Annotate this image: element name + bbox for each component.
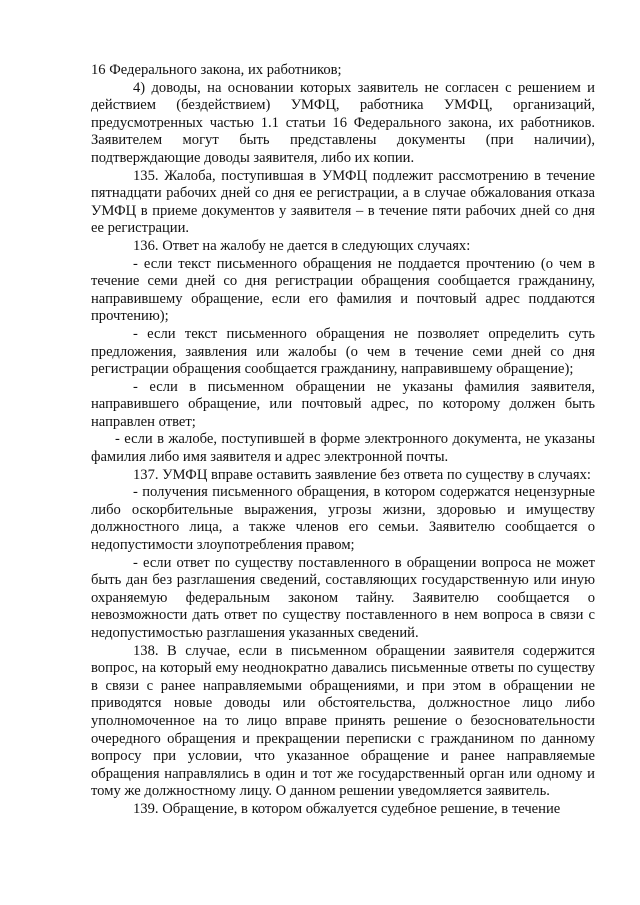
paragraph-continuation: 16 Федерального закона, их работников; [91, 62, 342, 78]
list-item-offensive-language: - получения письменного обращения, в котором содержатся нецензурные либо оскорбительные выражения, угрозы жизни, здоровью и имуществу должностного лица, а также членов его семьи. Заявителю сообщается о недопустимости злоупотребления правом; [91, 484, 595, 554]
list-item-electronic-complaint: - если в жалобе, поступившей в форме электронного документа, не указаны фамилия либо имя заявителя и адрес электронной почты. [91, 431, 595, 466]
paragraph-item-4: 4) доводы, на основании которых заявитель не согласен с решением и действием (бездействием) УМФЦ, работника УМФЦ, организаций, предусмотренных частью 1.1 статьи 16 Федерального закона, их работников. Заявителем могут быть представлены документы (при наличии), подтверждающие доводы заявителя, либо их копии. [91, 79, 595, 166]
list-item-state-secret: - если ответ по существу поставленного в обращении вопроса не может быть дан без разглашения сведений, составляющих государственную или иную охраняемую федеральным законом тайну. Заявителю сообщается о невозможности дать ответ по существу поставленного в нем вопроса в связи с недопустимостью разглашения указанных сведений. [91, 554, 595, 641]
list-item-no-name-address: - если в письменном обращении не указаны фамилия заявителя, направившего обращение, или почтовый адрес, по которому должен быть направлен ответ; [91, 378, 595, 430]
document-page [91, 62, 595, 819]
list-item-unreadable-text: - если текст письменного обращения не поддается прочтению (о чем в течение семи дней со дня регистрации обращения сообщается гражданину, направившему обращение, если его фамилия и почтовый адрес поддаются прочтению); [91, 255, 595, 325]
paragraph-139: 139. Обращение, в котором обжалуется судебное решение, в течение [133, 800, 561, 817]
paragraph-136: 136. Ответ на жалобу не дается в следующих случаях: [133, 237, 471, 254]
paragraph-138: 138. В случае, если в письменном обращении заявителя содержится вопрос, на который ему неоднократно давались письменные ответы по существу в связи с ранее направляемыми обращениями, и при этом в обращении не приводятся новые доводы или обстоятельства, должностное лицо либо уполномоченное на то лицо вправе принять решение о безосновательности очередного обращения и прекращении переписки с гражданином по данному вопросу при условии, что указанное обращение и ранее направляемые обращения направлялись в один и тот же государственный орган или одному и тому же должностному лицу. О данном решении уведомляется заявитель. [91, 642, 595, 800]
paragraph-137: 137. УМФЦ вправе оставить заявление без ответа по существу в случаях: [133, 466, 591, 483]
paragraph-135: 135. Жалоба, поступившая в УМФЦ подлежит рассмотрению в течение пятнадцати рабочих дней со дня ее регистрации, а в случае обжалования отказа УМФЦ в приеме документов у заявителя – в течение пяти рабочих дней со дня ее регистрации. [91, 167, 595, 237]
list-item-unclear-essence: - если текст письменного обращения не позволяет определить суть предложения, заявления или жалобы (о чем в течение семи дней со дня регистрации обращения сообщается гражданину, направившему обращение); [91, 325, 595, 378]
